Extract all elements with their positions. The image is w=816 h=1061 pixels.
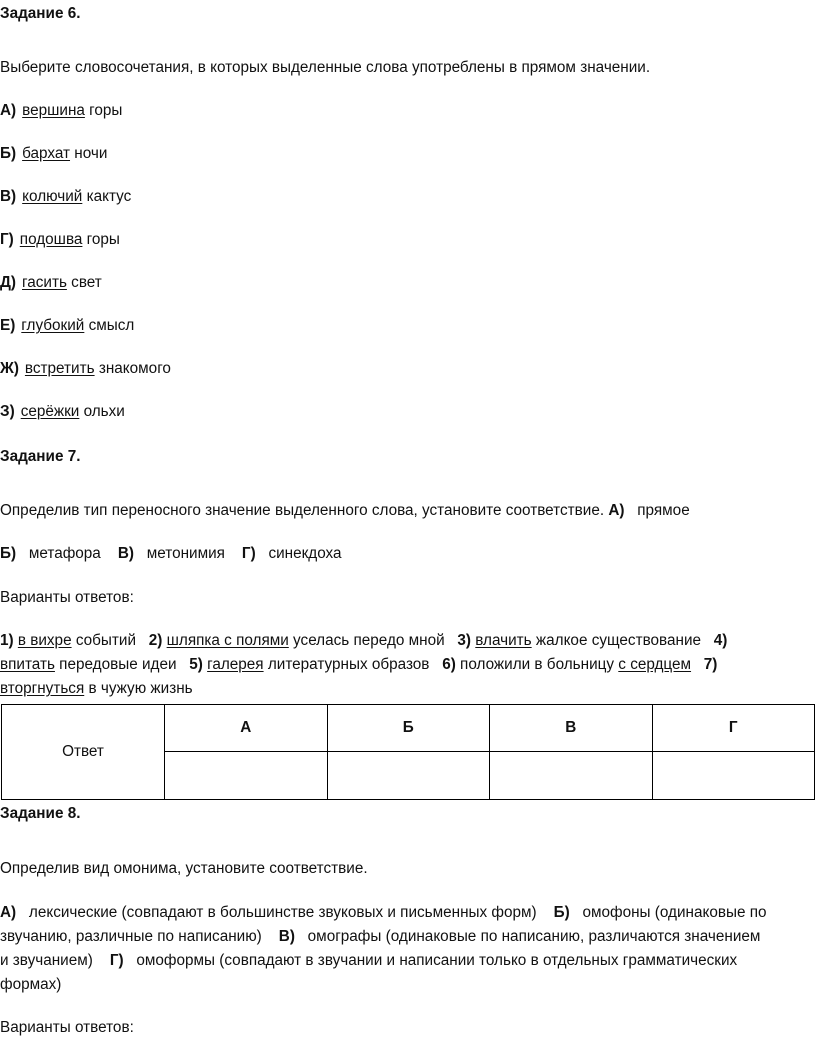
answer-row-label: Ответ (2, 705, 165, 800)
task8-instruction: Определив вид омонима, установите соответствие. (0, 860, 368, 877)
answer-cell-g[interactable] (652, 752, 815, 800)
task6-item-z: З) серёжки ольхи (0, 403, 125, 420)
task6-item-e: Е) глубокий смысл (0, 317, 135, 334)
task7-variants-label: Варианты ответов: (0, 589, 134, 606)
answer-header-a: А (165, 705, 328, 752)
task7-options-line3: вторгнуться в чужую жизнь (0, 680, 193, 697)
task6-item-d: Д) гасить свет (0, 274, 102, 291)
answer-cell-a[interactable] (165, 752, 328, 800)
answer-header-b: Б (327, 705, 490, 752)
task7-answer-table (1, 704, 815, 800)
task7-options-line2: впитать передовые идеи 5) галерея литературных образов 6) положили в больницу с сердцем 7) (0, 656, 718, 673)
task8-title: Задание 8. (0, 805, 81, 822)
answer-header-g: Г (652, 705, 815, 752)
task6-title: Задание 6. (0, 5, 81, 22)
answer-cell-b[interactable] (327, 752, 490, 800)
task8-types-line2: звучанию, различные по написанию) В) омографы (одинаковые по написанию, различаются значением (0, 928, 761, 945)
task6-item-v: В) колючий кактус (0, 188, 132, 205)
task6-item-b: Б) бархат ночи (0, 145, 108, 162)
task6-item-a: А) вершина горы (0, 102, 123, 119)
task7-instruction: Определив тип переносного значение выделенного слова, установите соответствие. А) прямое (0, 502, 690, 519)
task8-types-line3: и звучанием) Г) омоформы (совпадают в звучании и написании только в отдельных грамматических (0, 952, 738, 969)
task8-variants-label: Варианты ответов: (0, 1019, 134, 1036)
answer-header-v: В (490, 705, 653, 752)
task6-item-g: Г) подошва горы (0, 231, 120, 248)
task8-types-line4: формах) (0, 976, 62, 993)
task6-item-zh: Ж) встретить знакомого (0, 360, 171, 377)
task6-instruction: Выберите словосочетания, в которых выделенные слова употреблены в прямом значении. (0, 59, 651, 76)
answer-cell-v[interactable] (490, 752, 653, 800)
task8-types-line1: А) лексические (совпадают в большинстве звуковых и письменных форм) Б) омофоны (одинаковые по (0, 904, 767, 921)
task7-options-line1: 1) в вихре событий 2) шляпка с полями уселась передо мной 3) влачить жалкое существование 4) (0, 632, 728, 649)
task7-types: Б) метафора В) метонимия Г) синекдоха (0, 545, 342, 562)
task7-title: Задание 7. (0, 448, 81, 465)
